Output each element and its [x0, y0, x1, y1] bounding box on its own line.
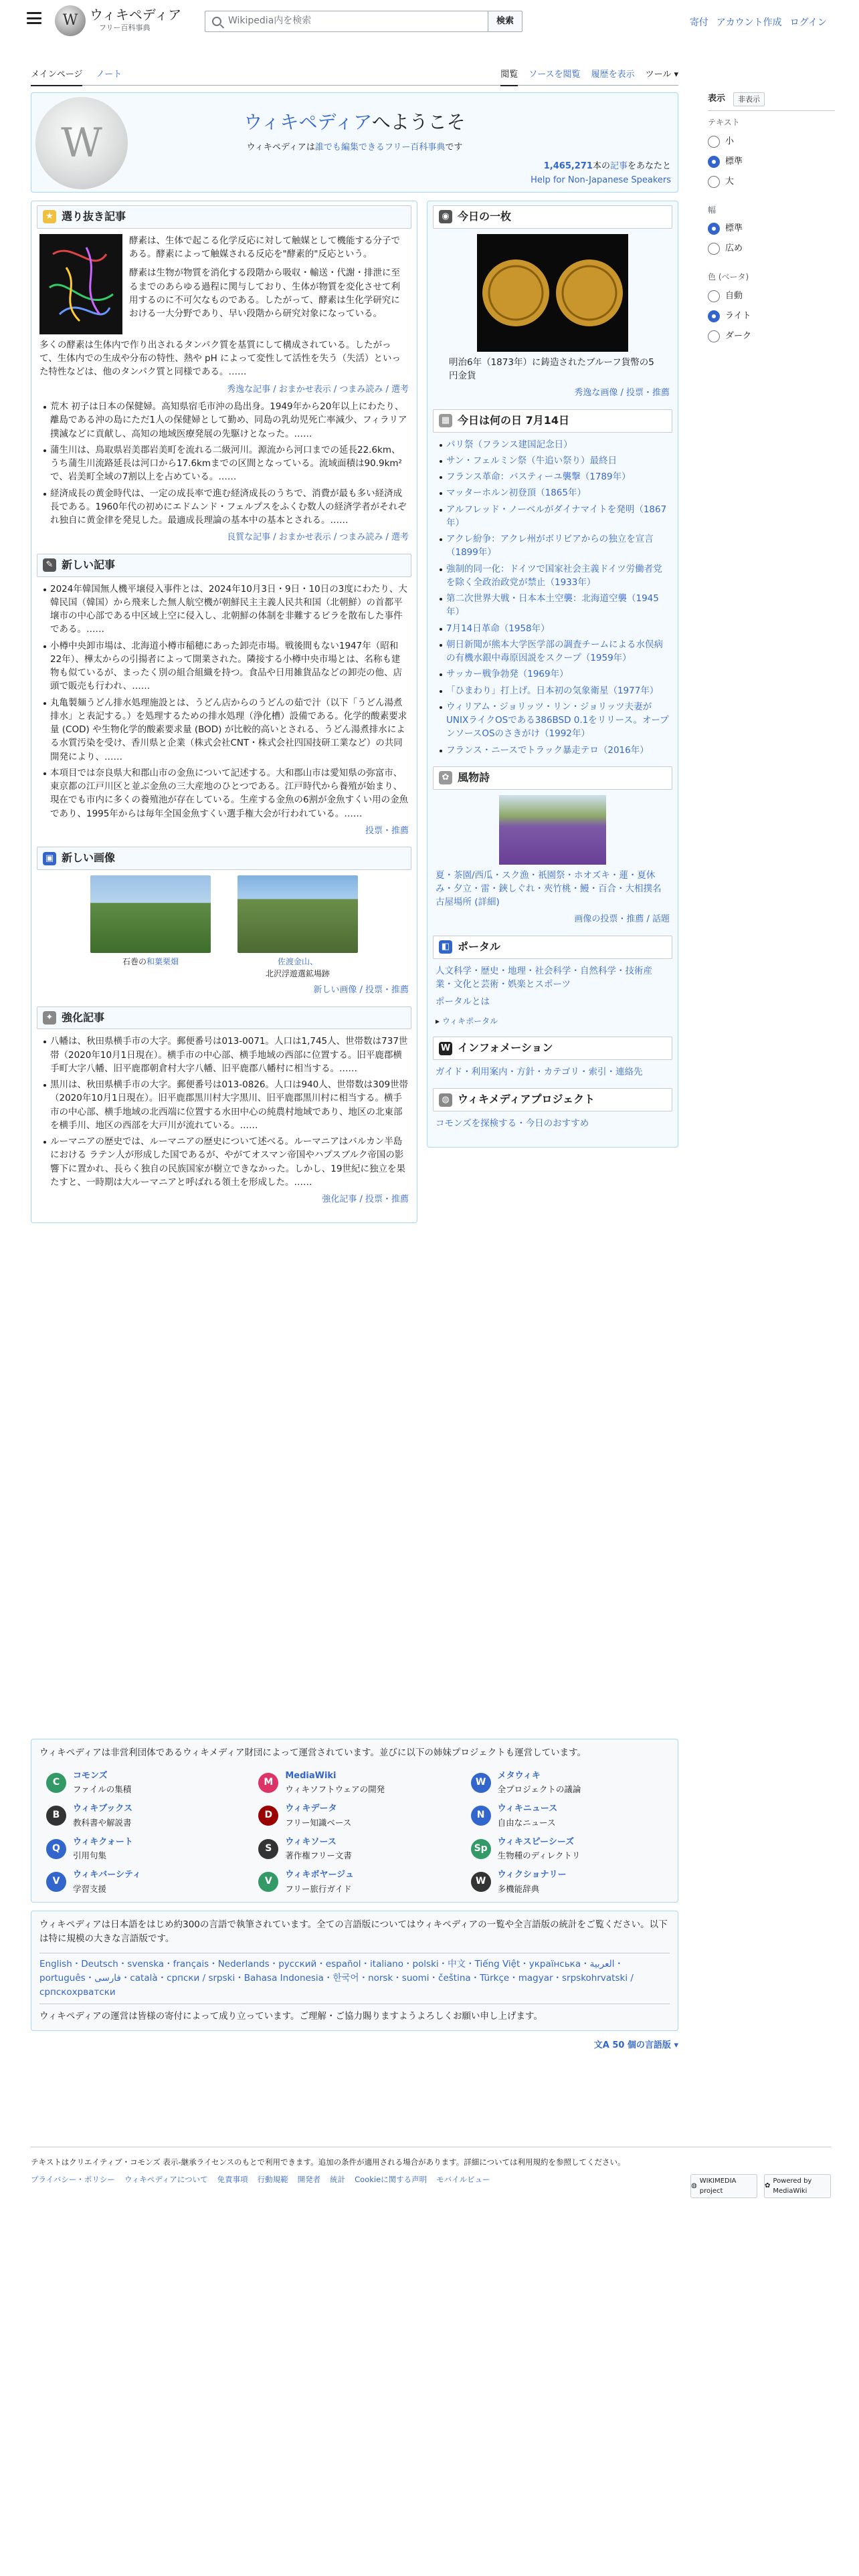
footer-link[interactable]: Cookieに関する声明	[355, 2174, 427, 2184]
info-text[interactable]: ガイド・利用案内・方針・カテゴリ・索引・連絡先	[436, 1067, 643, 1078]
right-column	[427, 201, 678, 1148]
project-icon: W	[471, 1872, 491, 1892]
wikimedia-icon: ◍	[439, 1093, 452, 1107]
project-icon: M	[258, 1773, 278, 1793]
potd-links[interactable]: 秀逸な画像 / 投票・推薦	[574, 388, 670, 399]
list-item[interactable]: アルフレッド・ノーベルがダイナマイトを発明（1867年）	[438, 503, 670, 530]
appearance-title: 表示	[708, 94, 726, 104]
project-icon: N	[471, 1806, 491, 1826]
sister-project[interactable]: W メタウィキ 全プロジェクトの議論	[471, 1769, 670, 1796]
chevron-down-icon: ▾	[674, 2040, 678, 2050]
appearance-panel	[708, 92, 835, 358]
wikipedia-globe-icon: W	[35, 97, 128, 189]
portal-icon: ◧	[439, 940, 452, 954]
list-item: 本項目では奈良県大和郡山市の金魚について記述する。大和郡山市は愛知県の弥富市、東京都の江戸川区と並ぶ金魚の三大産地のひとつである。江戸時代から養殖が始まり、現在でも市内に多くの養殖池が存在している。生産する金魚の6割が金魚すくい用の金魚であり、1995年からは毎年全国金魚すくい選手権大会が行われている。……	[42, 766, 409, 821]
width-label: 幅	[708, 205, 717, 215]
good-article-links[interactable]: 良質な記事 / おまかせ表示 / つまみ読み / 選考	[227, 532, 409, 543]
list-item[interactable]: サン・フェルミン祭（牛追い祭り）最終日	[438, 454, 670, 467]
sister-project[interactable]: M MediaWiki ウィキソフトウェアの開発	[258, 1769, 457, 1796]
wikimedia-projects-box: ◍ ウィキメディアプロジェクト コモンズを探検する・今日のおすすめ	[433, 1088, 672, 1130]
article-count: 1,465,271本の記事をあなたと Help for Non-Japanese Speakers	[531, 161, 671, 185]
list-item[interactable]: 強制的同一化：ドイツで国家社会主義ドイツ労働者党を除く全政治政党が禁止（1933年）	[438, 562, 670, 590]
new-image-2[interactable]	[237, 875, 358, 953]
tab-read[interactable]: 閲覧	[500, 68, 518, 86]
search-icon	[212, 17, 221, 26]
project-icon: D	[258, 1806, 278, 1826]
search-form	[205, 11, 522, 41]
new-articles-box: ✎ 新しい記事 2024年韓国無人機平壌侵入事件とは、2024年10月3日・9日・10日の3度にわたり、大韓民国（韓国）から飛来した無人航空機が朝鮮民主主義人民共和国（北朝鮮）の首都平壌市の中心部である中区域上空に侵入し、北朝鮮の体制を非難するビラを散布した事件である。…… 小樽中央卸市場は、北海道小樽市稲穂にあった卸売市場。戦後間もない1947年（昭和22年）、樺太からの引揚者によって開業された。隣接する小樽中央市場とは、名称も建物も似ているが、まったく別の組合組織を持つ。食品や日用雑貨品などの卸売の他、店頭で販売も行われ、…… 丸亀製麺うどん排水処理施設とは、うどん店からのうどんの茹で汁（以下「うどん湯煮排水」と表記する。）を処理するための排水処理（浄化槽）設備である。化学的酸素要求量 (COD) や生物化学的酸素要求量 (BOD) が比較的高いとされる、うどん湯煮排水による水質汚染を受け、香川県と企業（株式会社CNT・株式会社四国技研工業など）の共同開発により、…… 本項目では奈良県大和郡山市の金魚について記述する。大和郡山市は愛知県の弥富市、東京都の江戸川区と並ぶ金魚の三大産地のひとつである。江戸時代から養殖が始まり、現在でも市内に多くの養殖池が存在している。生産する金魚の6割が金魚すくい用の金魚であり、1995年からは毎年全国金魚すくい選手権大会が行われている。…… 投票・推薦	[37, 554, 411, 838]
on-this-day-box: ▦ 今日は何の日 7月14日 パリ祭（フランス建国記念日） サン・フェルミン祭（牛追い祭り）最終日 フランス革命：バスティーユ襲撃（1789年） マッターホルン初登頂（1865年） アルフレッド・ノーベルがダイナマイトを発明（1867年） アクレ紛争：アクレ州がボリビアからの独立を宣言（1899年） 強制的同一化：ドイツで国家社会主義ドイツ労働者党を除く全政治政党が禁止（1933年） 第二次世界大戦・日本本土空襲：北海道空襲（1945年） 7月14日革命（1958年） 朝日新聞が熊本大学医学部の調査チームによる水俣病の有機水銀中毒原因説をスクープ（1959年） サッカー戦争勃発（1969年） 「ひまわり」打上げ。日本初の気象衛星（1977年） ウィリアム・ジョリッツ・リン・ジョリッツ夫妻がUNIXライクOSである386BSD 0.1をリリース。オープンソースOSのさきがけ（1992年） フランス・ニースでトラック暴走テロ（2016年）	[433, 409, 672, 757]
chevron-down-icon: ▾	[674, 70, 678, 80]
hide-button[interactable]: 非表示	[733, 92, 765, 106]
mediawiki-icon: ✿	[765, 2182, 771, 2190]
new-images-links[interactable]: 新しい画像 / 投票・推薦	[313, 985, 409, 996]
portal-about-link[interactable]: ポータルとは	[436, 996, 490, 1008]
wikimedia-badge[interactable]: ◍ WIKIMEDIA project	[690, 2174, 757, 2198]
donation-text: ウィキペディアの運営は皆様の寄付によって成り立っています。ご理解・ご協力賜りますようよろしくお願い申し上げます。	[39, 2010, 543, 2022]
camera-icon: ◉	[439, 210, 452, 223]
languages-text: ウィキペディアは日本語をはじめ約300の言語で執筆されています。全ての言語版についてはウィキペディアの一覧や全言語版の統計をご覧ください。以下は特に規模の大きな言語版です。	[39, 1919, 668, 1944]
wmproj-text[interactable]: コモンズを探検する・今日のおすすめ	[436, 1118, 589, 1130]
list-item[interactable]: パリ祭（フランス建国記念日）	[438, 438, 670, 451]
chevron-right-icon: ▸	[436, 1016, 442, 1027]
footer-link[interactable]: 統計	[330, 2174, 346, 2184]
list-item[interactable]: 7月14日革命（1958年）	[438, 622, 670, 635]
project-icon: V	[258, 1872, 278, 1892]
main-content	[31, 92, 678, 1223]
star-icon: ★	[43, 210, 56, 223]
sister-project[interactable]: N ウィキニュース 自由なニュース	[471, 1802, 670, 1829]
lavender-image[interactable]	[499, 795, 606, 865]
welcome-subtitle: ウィキペディアは誰でも編集できるフリー百科事典です	[246, 142, 463, 152]
seasonal-links[interactable]: 画像の投票・推薦 / 話題	[574, 914, 670, 925]
footer-link[interactable]: 免責事項	[217, 2174, 248, 2184]
tab-talk[interactable]: ノート	[96, 70, 122, 80]
project-icon: Sp	[471, 1839, 491, 1859]
color-label: 色 (ベータ)	[708, 272, 749, 282]
seasonal-text[interactable]: 夏・茶園/西瓜・スク漁・祇園祭・ホオズキ・蓮・夏休み・夕立・雷・鋏しぐれ・夾竹桃・鰻・百合・大相撲名古屋場所 (詳細)	[436, 869, 662, 908]
new-icon: ✎	[43, 558, 56, 572]
calendar-icon: ▦	[439, 414, 452, 427]
list-item[interactable]: サッカー戦争勃発（1969年）	[438, 667, 670, 681]
site-logo[interactable]	[55, 5, 181, 36]
plus-star-icon: ✦	[43, 1011, 56, 1025]
header	[0, 0, 859, 43]
list-item: 小樽中央卸市場は、北海道小樽市稲穂にあった卸売市場。戦後間もない1947年（昭和22年）、樺太からの引揚者によって開業された。隣接する小樽中央市場とは、名称も建物も似ているが、まったく別の組合組織を持つ。食品や日用雑貨品などの卸売の他、店頭で販売も行われ、……	[42, 639, 409, 693]
project-icon: Q	[46, 1839, 66, 1859]
search-input[interactable]: Wikipedia内を検索	[205, 11, 488, 32]
information-box: W インフォメーション ガイド・利用案内・方針・カテゴリ・索引・連絡先	[433, 1037, 672, 1079]
tools-dropdown[interactable]: ツール ▾	[645, 70, 678, 80]
color-auto[interactable]: 自動	[708, 286, 835, 306]
footer-link[interactable]: 行動規範	[257, 2174, 288, 2184]
left-column	[31, 201, 417, 1223]
color-dark[interactable]: ダーク	[708, 326, 835, 346]
text-size-label: テキスト	[708, 118, 740, 128]
image-icon: ▣	[43, 852, 56, 865]
user-links	[690, 16, 827, 31]
project-icon: V	[46, 1872, 66, 1892]
featured-links[interactable]: 秀逸な記事 / おまかせ表示 / つまみ読み / 選考	[227, 384, 409, 395]
language-icon: 文A	[593, 2040, 613, 2050]
wikimedia-icon: ◍	[691, 2182, 697, 2190]
new-images-box: ▣ 新しい画像 石巻の和葉栗畑 佐渡金山、 北沢浮遊選鉱場跡 新しい画像 / 投票・推薦	[37, 847, 411, 996]
potd-caption: 明治6年（1873年）に鋳造されたブルーフ貨幣の5円金貨	[449, 356, 654, 382]
list-item[interactable]: フランス革命：バスティーユ襲撃（1789年）	[438, 470, 670, 484]
list-item: 荒木 初子は日本の保健婦。高知県宿毛市沖の島出身。1949年から20年以上にわたり、離島である沖の島にただ1人の保健婦として勤め、同島の乳幼児死亡率減少、フィラリア撲滅などに貢献し、高知の地域医療発展の先駆けとなった。……	[42, 400, 409, 441]
list-item: 蒲生川は、鳥取県岩美郡岩美町を流れる二級河川。源流から河口までの延長22.6km、うち蒲生川流路延長は河口から17.6kmまでの区間となっている。流域面積は90.9km²で、岩美町全域の7割以上を占めている。……	[42, 443, 409, 484]
seasonal-box: ✿ 風物詩 夏・茶園/西瓜・スク漁・祇園祭・ホオズキ・蓮・夏休み・夕立・雷・鋏しぐれ・夾竹桃・鰻・百合・大相撲名古屋場所 (詳細) 画像の投票・推薦 / 話題	[433, 766, 672, 926]
enhanced-articles-links[interactable]: 強化記事 / 投票・推薦	[322, 1194, 409, 1205]
width-standard[interactable]: 標準	[708, 219, 835, 239]
enhanced-articles-box: ✦ 強化記事 八幡は、秋田県横手市の大字。郵便番号は013-0071。人口は1,745人、世帯数は737世帯（2020年10月1日現在）。横手市の中心部、横手地域の西部に位置する。旧平鹿郡横手町大字八幡、旧平鹿郡朝倉村大字八幡、旧平鹿郡八幡村に相当する。…… 黒川は、秋田県横手市の大字。郵便番号は013-0826。人口は940人、世帯数は309世帯（2020年10月1日現在）。旧平鹿郡黒川村大字黒川、旧平鹿郡黒川村に相当する。横手市の中心部、横手地域の北西端に位置する水田中心の純農村地域であり、地区の北東部を横手川、地区の西部を大戸川が流れている。…… ルーマニアの歴史では、ルーマニアの歴史について述べる。ルーマニアはバルカン半島における ラテン人が形成した国であるが、やがてオスマン帝国やハプスブルク帝国の影響下に置かれ、長らく独自の民族国家が樹立できなかった。しかし、19世紀に独立を果たすと、一時期は大ルーマニアと呼ばれる領土を形成した。…… 強化記事 / 投票・推薦	[37, 1006, 411, 1206]
bottom-section	[31, 1739, 678, 2052]
list-item[interactable]: フランス・ニースでトラック暴走テロ（2016年）	[438, 744, 670, 757]
text-size-small[interactable]: 小	[708, 132, 835, 152]
list-item: 経済成長の黄金時代は、一定の成長率で進む経済成長のうちで、消費が最も多い経済成長である。1960年代の初めにエドムンド・フェルプスをふくむ数人の経済学者がそれぞれ独自に黄金律を発見した。最適成長理論の基本中の基本とされる。……	[42, 487, 409, 528]
languages-box	[31, 1911, 678, 2031]
featured-p2: 酵素は生物が物質を消化する段階から吸収・輸送・代謝・排泄に至るまでのあらゆる過程に関与しており、生体が物質を変化させて利用するのに不可欠なものである。したがって、酵素は生化学研究における一大分野であり、早い段階から研究対象になっている。	[129, 267, 400, 320]
picture-of-day-box: ◉ 今日の一枚 明治6年（1873年）に鋳造されたブルーフ貨幣の5円金貨 秀逸な画像 / 投票・推薦	[433, 205, 672, 400]
sister-project[interactable]: S ウィキソース 著作権フリー文書	[258, 1836, 457, 1862]
width-wide[interactable]: 広め	[708, 239, 835, 259]
language-list[interactable]: English・Deutsch・svenska・français・Nederlands・русский・español・italiano・polski・中文・Tiếng Việt・українська・العربية・português・فارسی・català・српски / srpski・Bahasa Indonesia・한국어・norsk・suomi・čeština・Türkçe・magyar・srpskohrvatski / српскохрватски	[39, 1953, 670, 2004]
text-size-standard[interactable]: 標準	[708, 152, 835, 172]
new-articles-links[interactable]: 投票・推薦	[365, 825, 409, 836]
list-item[interactable]: マッターホルン初登頂（1865年）	[438, 486, 670, 500]
text-size-large[interactable]: 大	[708, 172, 835, 192]
new-image-1[interactable]	[90, 875, 211, 953]
list-item: 2024年韓国無人機平壌侵入事件とは、2024年10月3日・9日・10日の3度にわたり、大韓民国（韓国）から飛来した無人航空機が朝鮮民主主義人民共和国（北朝鮮）の首都平壌市の中心部である中区域上空に侵入し、北朝鮮の体制を非難するビラを散布した事件である。……	[42, 582, 409, 637]
search-button[interactable]: 検索	[488, 11, 522, 32]
sister-project[interactable]: V ウィキボヤージュ フリー旅行ガイド	[258, 1868, 457, 1895]
sister-project[interactable]: C コモンズ ファイルの集積	[46, 1769, 245, 1796]
portal-box: ◧ ポータル 人文科学・歴史・地理・社会科学・自然科学・技術産業・文化と芸術・娯楽とスポーツ ポータルとは ▸ ウィキポータル	[433, 936, 672, 1028]
project-icon: S	[258, 1839, 278, 1859]
list-item: 黒川は、秋田県横手市の大字。郵便番号は013-0826。人口は940人、世帯数は309世帯（2020年10月1日現在）。旧平鹿郡黒川村大字黒川、旧平鹿郡黒川村に相当する。横手市の中心部、横手地域の北西端に位置する水田中心の純農村地域であり、地区の北東部を横手川、地区の西部を大戸川が流れている。……	[42, 1078, 409, 1132]
wikipedia-globe-icon: W	[55, 5, 86, 36]
info-icon: W	[439, 1042, 452, 1055]
tagline: フリー百科事典	[99, 23, 151, 33]
sister-project[interactable]: B ウィキブックス 教科書や解説書	[46, 1802, 245, 1829]
portal-text[interactable]: 人文科学・歴史・地理・社会科学・自然科学・技術産業・文化と芸術・娯楽とスポーツ	[436, 965, 652, 990]
license-text: テキストはクリエイティブ・コモンズ 表示-継承ライセンスのもとで利用できます。追加の条件が適用される場合があります。詳細については利用規約を参照してください。	[31, 2157, 626, 2167]
wikiportal-link[interactable]: ウィキポータル	[442, 1016, 498, 1027]
list-item[interactable]: アクレ紛争：アクレ州がボリビアからの独立を宣言（1899年）	[438, 532, 670, 560]
sister-projects-box	[31, 1739, 678, 1903]
login-link[interactable]: ログイン	[789, 17, 827, 28]
featured-p1: 酵素は、生体で起こる化学反応に対して触媒として機能する分子である。酵素によって触媒される反応を"酵素的"反応という。	[129, 235, 400, 260]
mediawiki-badge[interactable]: ✿ Powered by MediaWiki	[764, 2174, 831, 2198]
color-light[interactable]: ライト	[708, 306, 835, 326]
language-button[interactable]: 文A 50 個の言語版 ▾	[593, 2040, 678, 2050]
list-item[interactable]: ウィリアム・ジョリッツ・リン・ジョリッツ夫妻がUNIXライクOSである386BSD 0.1をリリース。オープンソースOSのさきがけ（1992年）	[438, 700, 670, 741]
tab-history[interactable]: 履歴を表示	[591, 70, 635, 80]
tab-main-page[interactable]: メインページ	[31, 68, 82, 86]
footer-link[interactable]: プライバシー・ポリシー	[31, 2174, 115, 2184]
footer-link[interactable]: モバイルビュー	[436, 2174, 490, 2184]
featured-article-box: ★ 選り抜き記事 酵素は、生体で起こる化学反応に対して触媒として機能する分子である。酵素によって触媒される反応を"酵素的"反応という。 酵素は生物が物質を消化する段階から吸収・輸送・代謝・排泄に至るまでのあらゆる過程に関与しており、生体が物質を変化させて利用するのに不可欠なものである。したがって、酵素は生化学研究における一大分野であり、早い段階から研究対象になっている。 多くの酵素は生体内で作り出されるタンパク質を基質にして構成されている。したがって、生体内での生成や分布の特性、熱や pH によって変性して活性を失う（失活）といった特性などは、他のタンパク質と同様である。…… 秀逸な記事 / おまかせ表示 / つまみ読み / 選考 荒木 初子は日本の保健婦。高知県宿毛市沖の島出身。1949年から20年以上にわたり、離島である沖の島にただ1人の保健婦として勤め、同島の乳幼児死亡率減少、フィラリア撲滅などに貢献し、高知の地域医療発展の先駆けとなった。…… 蒲生川は、鳥取県岩美郡岩美町を流れる二級河川。源流から河口までの延長22.6km、うち蒲生川流路延長は河口から17.6kmまでの区間となっている。流域面積は90.9km²で、岩美町全域の7割以上を占めている。…… 経済成長の黄金時代は、一定の成長率で進む経済成長のうちで、消費が最も多い経済成長である。1960年代の初めにエドムンド・フェルプスをふくむ数人の経済学者がそれぞれ独自に黄金律を発見した。最適成長理論の基本中の基本とされる。…… 良質な記事 / おまかせ表示 / つまみ読み / 選考	[37, 205, 411, 544]
project-icon: W	[471, 1773, 491, 1793]
wordmark: ウィキペディア	[90, 7, 182, 23]
non-japanese-help-link[interactable]: Help for Non-Japanese Speakers	[531, 175, 671, 185]
list-item: 八幡は、秋田県横手市の大字。郵便番号は013-0071。人口は1,745人、世帯数は737世帯（2020年10月1日現在）。横手市の中心部、横手地域の西部に位置する。旧平鹿郡横手町大字八幡、旧平鹿郡朝倉村大字八幡、旧平鹿郡八幡村に相当する。……	[42, 1035, 409, 1075]
welcome-banner	[31, 92, 678, 193]
project-icon: B	[46, 1806, 66, 1826]
sister-project[interactable]: Sp ウィキスピーシーズ 生物種のディレクトリ	[471, 1836, 670, 1862]
list-item[interactable]: 朝日新聞が熊本大学医学部の調査チームによる水俣病の有機水銀中毒原因説をスクープ（1959年）	[438, 638, 670, 665]
footer-link[interactable]: 開発者	[297, 2174, 321, 2184]
list-item[interactable]: 「ひまわり」打上げ。日本初の気象衛星（1977年）	[438, 684, 670, 697]
main-menu-icon[interactable]	[27, 12, 41, 24]
list-item: ルーマニアの歴史では、ルーマニアの歴史について述べる。ルーマニアはバルカン半島における ラテン人が形成した国であるが、やがてオスマン帝国やハプスブルク帝国の影響下に置かれ、長らく独自の民族国家が樹立できなかった。しかし、19世紀に独立を果たすと、一時期は大ルーマニアと呼ばれる領土を形成した。……	[42, 1135, 409, 1189]
operated-text: ウィキペディアは非営利団体であるウィキメディア財団によって運営されています。並びに以下の姉妹プロジェクトも運営しています。	[39, 1747, 587, 1758]
featured-p3: 多くの酵素は生体内で作り出されるタンパク質を基質にして構成されている。したがって、生体内での生成や分布の特性、熱や pH によって変性して活性を失う（失活）といった特性などは、他のタンパク質と同様である。……	[39, 339, 401, 378]
sister-project[interactable]: V ウィキバーシティ 学習支援	[46, 1868, 245, 1895]
create-account-link[interactable]: アカウント作成	[716, 17, 782, 28]
leaf-icon: ✿	[439, 771, 452, 784]
project-icon: C	[46, 1773, 66, 1793]
footer	[31, 2147, 831, 2195]
footer-link[interactable]: ウィキペディアについて	[124, 2174, 208, 2184]
list-item: 丸亀製麺うどん排水処理施設とは、うどん店からのうどんの茹で汁（以下「うどん湯煮排水」と表記する。）を処理するための排水処理（浄化槽）設備である。化学的酸素要求量 (COD) や生物化学的酸素要求量 (BOD) が比較的高いとされる、うどん湯煮排水による水質汚染を受け、香川県と企業（株式会社CNT・株式会社四国技研工業など）の共同開発により、……	[42, 696, 409, 764]
list-item[interactable]: 第二次世界大戦・日本本土空襲：北海道空襲（1945年）	[438, 592, 670, 619]
sister-project[interactable]: W ウィクショナリー 多機能辞典	[471, 1868, 670, 1895]
donate-link[interactable]: 寄付	[689, 17, 708, 28]
page-tabs	[31, 67, 678, 86]
enzyme-image[interactable]	[39, 234, 122, 334]
tab-view-source[interactable]: ソースを閲覧	[529, 70, 581, 80]
welcome-title: ウィキペディアへようこそ	[244, 111, 466, 133]
sister-project[interactable]: Q ウィキクォート 引用句集	[46, 1836, 245, 1862]
gold-coin-image[interactable]	[477, 234, 628, 352]
sister-project[interactable]: D ウィキデータ フリー知識ベース	[258, 1802, 457, 1829]
